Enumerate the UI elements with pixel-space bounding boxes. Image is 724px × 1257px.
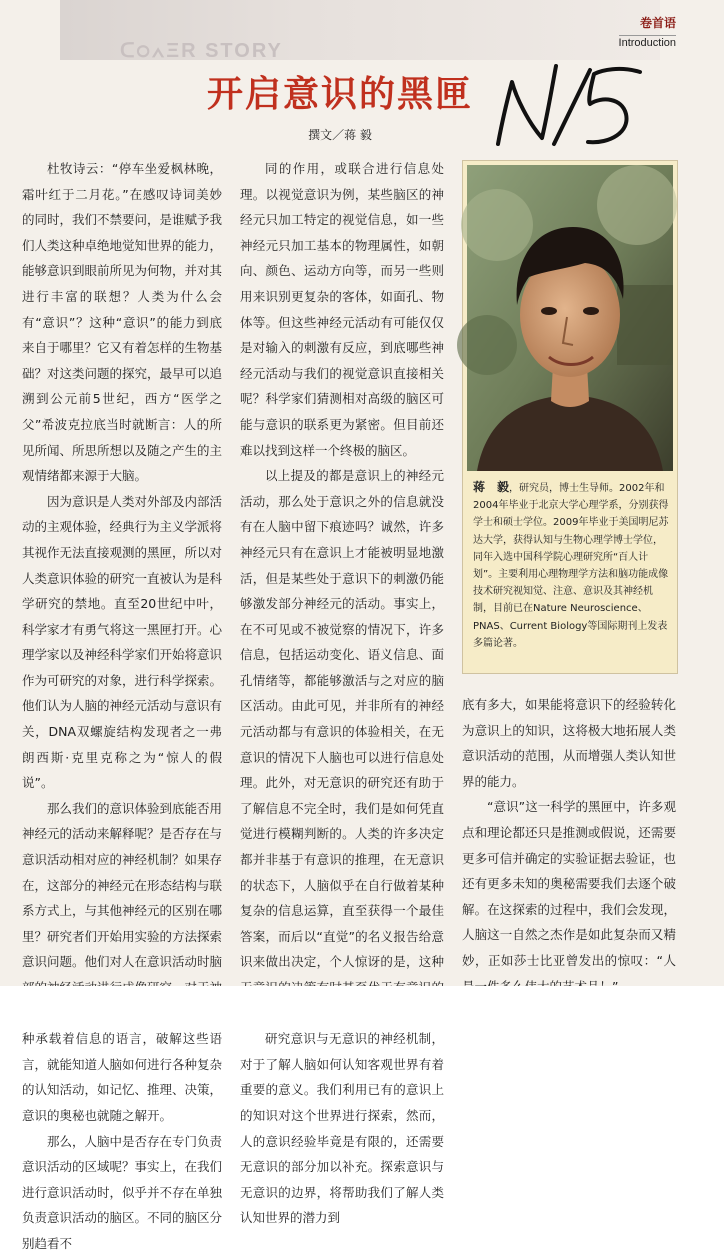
paragraph: “意识”这一科学的黑匣中，许多观点和理论都还只是推测或假说，还需要更多可信并确定的实验证据去验证，也还有更多未知的奥秘需要我们去逐个破解。在这探索的过程中，我们会发现，人脑这一自然之杰作是如此复杂而又精妙，正如莎士比亚曾发出的惊叹：“人 — [462, 799, 676, 968]
author-bio-text: ，研究员，博士生导师。2002年和2004年毕业于北京大学心理学系，分别获得学士和硕士学位。2009年毕业于美国明尼苏达大学，获得认知与生物心理学博士学位，同年入选中国科学院心理研究所“百人计划”。主要利用心理物理学方法和脑功能成像技术研究视知觉、注意、意识及其神经机制，目前已在Nature Neuroscience、PNAS、Current Biology等国际期刊上发表多篇论著。 — [473, 483, 669, 649]
background-ghost-text: ᑕ੦∧ΞR STORY — [120, 40, 283, 62]
author-photo — [467, 165, 673, 471]
paragraph: 那么我们的意识体验到底能否用神经元的活动来解释呢？是否存在与意识活动相对应的神经机制？如果存在，这部分的神经元在形态结构与联系方式上，与其他神经元的区别在哪里？研究者们开始用实验的方法探索意识问题。他们对人在意识活动时脑 种承载着信息的语言，破解这些语言，就能知道人脑如何进行各种复杂的认知活动，如记忆、推理、决策，意识的奥秘也就随之解开。 — [22, 800, 223, 1123]
paragraph: 底有多大，如果能将意识下的经验转化为意识上的知识，这将极大地拓展人类意识活动的范围，从而增强人类认知世界的能力。 — [462, 697, 676, 789]
paragraph: 杜牧诗云：“停车坐爱枫林晚，霜叶红于二月花。”在感叹诗词美妙的同时，我们不禁要问，是谁赋予我们人类这种卓绝地觉知世界的能力，能够意识到眼前所见为何物，并对其进行丰富的联想？人类为什么会有“意识”？这种“意识”的能力到底来自于哪里？它又有着怎样的生物基础？对这类问题的探究，最早可以追溯到公元前5世纪，西方“医学之父”希波克拉底当时就断言：人的所见所闻、所思所想以及随之产生的主观情绪都来源于大脑。 — [22, 161, 223, 484]
section-label-chinese: 卷首语 — [639, 16, 676, 30]
paragraph: 以上提及的都是意识上的神经元活动，那么处于意识之外的信息就没有在人脑中留下痕迹吗？诚然，许多神经元只有在意识上才能被明显地激活，但是某些处于意识下的刺激仍能够激发部分神经元的活动。事实上，在不可见或不被觉察的情况下，许多信息，包括运动变化、语义信息、面孔情绪等，都能够激活与之对应的脑区活动。由此可见，并非所有的神经元活动都与有意识的体验相关，在无意识的情况下人脑也可以进行信息处理。此外，对无意识的研究还有助于了解信息不完全时，我们是如何凭直觉进行模糊判断的。人类的许多决定都并非基于有意识的推理，在无意识的状态下，人脑似乎在自行做着某种复杂的信息运算，直至获得一个最佳答案，而后以“直觉”的名义报告给意识来做出决定，个人惊讶的是，这种 — [240, 468, 444, 970]
author-photo-box — [462, 160, 678, 674]
portrait-illustration — [467, 165, 673, 471]
section-label — [619, 14, 676, 49]
paragraph: 那么，人脑中是否存在专门负责意识活动的区域呢？事实上，在我们进行意识活动时，似乎并不存在单独负责意识活动的脑区。不同的脑区分别趋看不 — [22, 1133, 223, 1251]
paragraph: 因为意识是人类对外部及内部活动的主观体验，经典行为主义学派将其视作无法直接观测的黑匣，所以对人类意识体验的研究一直被认为是科学研究的禁地。直至20世纪中叶，科学家才有勇气将这一黑匣打开。心理学家以及神经科学家们开始将意识作为可研究的对象，进行科学探索。他们认为人脑的神经元活动与意识有关，DNA双螺旋结构发现者之一弗朗西斯·克里克称之为“惊人的假说”。 — [22, 493, 223, 791]
page-bottom-margin — [0, 986, 724, 1024]
article-column-2 — [240, 156, 444, 1231]
author-name: 蒋 毅 — [473, 480, 510, 494]
author-bio — [473, 479, 669, 652]
section-label-english: Introduction — [618, 37, 676, 49]
byline: 撰文／蒋 毅 — [308, 128, 372, 142]
article-title: 开启意识的黑匣 — [206, 74, 473, 115]
article-column-3 — [462, 692, 676, 999]
article-column-1 — [22, 156, 222, 1257]
paragraph: 同的作用，或联合进行信息处理。以视觉意识为例，某些脑区的神经元只加工特定的视觉信息，如一些神经元只加工基本的物理属性，如朝向、颜色、运动方向等，而另一些则用来识别更复杂的客体，如面孔、物体等。但这些神经元活动有可能仅仅是对输入的刺激有反应，到底哪些神经元活动与我们的视觉意识直接相关呢？科学家们猜测相对高级的脑区可能与意识的联系更为紧密。但目前还难以找到这样一个终极的脑区。 — [240, 161, 444, 458]
paragraph: 研究意识与无意识的神经机制，对于了解人脑如何认知客观世界有着重要的意义。我们利用已有的意识上的知识对这个世界进行探索，然而，人的意识经验毕竟是有限的，还需要无意识的部分加以补充。探索意识与无意识的边界，将帮助我们了解人类认知世界的潜力到 — [240, 1031, 444, 1226]
